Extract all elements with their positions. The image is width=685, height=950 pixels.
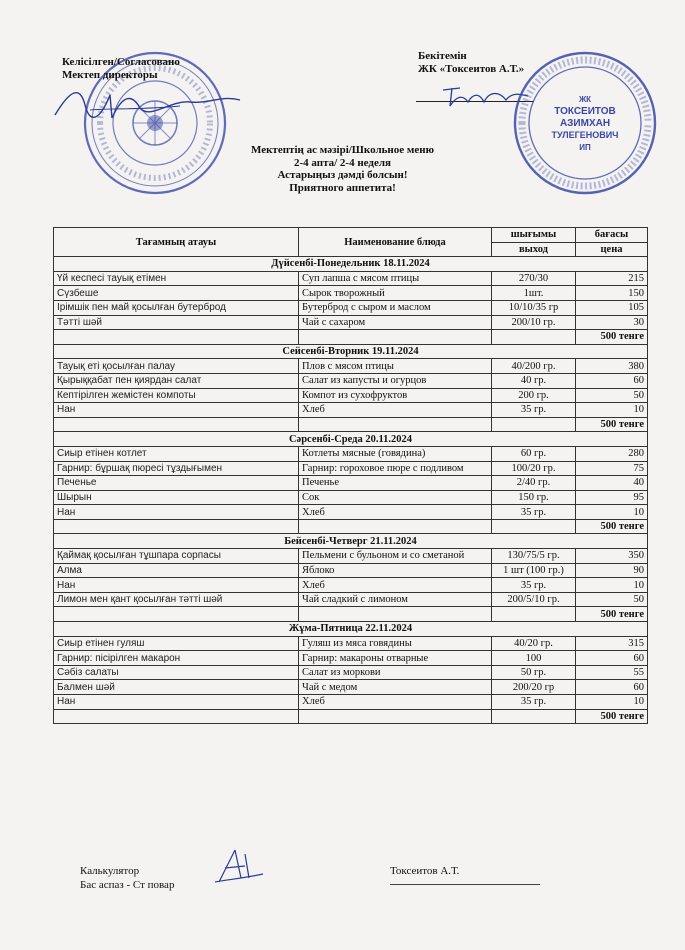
day-total-row (54, 330, 648, 345)
header-yield-ru: выход (492, 242, 576, 257)
table-row (54, 300, 648, 315)
dish-price: 315 (576, 636, 648, 651)
table-row (54, 359, 648, 374)
dish-name-kz: Алма (54, 563, 299, 578)
table-row (54, 286, 648, 301)
dish-yield: 200/5/10 гр. (492, 592, 576, 607)
empty-cell (299, 709, 492, 724)
header-price-ru: цена (576, 242, 648, 257)
dish-yield: 35 гр. (492, 403, 576, 418)
dish-price: 55 (576, 665, 648, 680)
dish-name-kz: Нан (54, 578, 299, 593)
approved-block (418, 50, 524, 76)
dish-price: 10 (576, 505, 648, 520)
dish-name-ru: Суп лапша с мясом птицы (299, 271, 492, 286)
dish-yield: 60 гр. (492, 446, 576, 461)
dish-yield: 1шт. (492, 286, 576, 301)
stamp-line-5: ИП (579, 143, 591, 152)
table-row (54, 549, 648, 564)
dish-name-ru: Гарнир: макароны отварные (299, 651, 492, 666)
dish-price: 60 (576, 373, 648, 388)
dish-price: 150 (576, 286, 648, 301)
table-row (54, 388, 648, 403)
header-name-ru: Наименование блюда (299, 228, 492, 257)
dish-name-ru: Пельмени с бульоном и со сметаной (299, 549, 492, 564)
agreed-label: Келісілген/Согласовано (62, 56, 180, 68)
agreed-block (62, 56, 180, 82)
day-title: Бейсенбі-Четверг 21.11.2024 (54, 534, 648, 549)
menu-table (53, 227, 648, 724)
day-total: 500 тенге (576, 519, 648, 534)
day-total: 500 тенге (576, 417, 648, 432)
menu-greeting-ru: Приятного аппетита! (289, 181, 396, 194)
dish-yield: 35 гр. (492, 578, 576, 593)
dish-yield: 10/10/35 гр (492, 300, 576, 315)
dish-name-kz: Тәтті шәй (54, 315, 299, 330)
day-total-row (54, 709, 648, 724)
dish-price: 40 (576, 476, 648, 491)
dish-yield: 35 гр. (492, 695, 576, 710)
empty-cell (54, 330, 299, 345)
day-total-row (54, 519, 648, 534)
dish-yield: 100/20 гр. (492, 461, 576, 476)
stamp-line-4: ТУЛЕГЕНОВИЧ (551, 130, 619, 140)
table-row (54, 461, 648, 476)
dish-name-ru: Хлеб (299, 403, 492, 418)
footer-signature-line (390, 884, 540, 885)
dish-name-kz: Сиыр етінен котлет (54, 446, 299, 461)
dish-name-kz: Балмен шәй (54, 680, 299, 695)
table-row (54, 695, 648, 710)
dish-price: 60 (576, 651, 648, 666)
dish-yield: 270/30 (492, 271, 576, 286)
dish-yield: 2/40 гр. (492, 476, 576, 491)
dish-price: 95 (576, 490, 648, 505)
empty-cell (54, 709, 299, 724)
dish-name-ru: Гуляш из мяса говядины (299, 636, 492, 651)
day-header-row (54, 622, 648, 637)
dish-name-ru: Хлеб (299, 578, 492, 593)
table-row (54, 505, 648, 520)
dish-name-kz: Ірімшік пен май қосылған бутерброд (54, 300, 299, 315)
empty-cell (299, 417, 492, 432)
stamp-line-2: ТОКСЕИТОВ (554, 106, 616, 117)
entrepreneur-seal-stamp (510, 48, 660, 198)
table-row (54, 403, 648, 418)
day-total-row (54, 417, 648, 432)
chef-signature (205, 848, 265, 886)
dish-name-ru: Гарнир: гороховое пюре с подливом (299, 461, 492, 476)
dish-name-ru: Чай с сахаром (299, 315, 492, 330)
dish-yield: 100 (492, 651, 576, 666)
dish-name-kz: Қаймақ қосылған тұшпара сорпасы (54, 549, 299, 564)
dish-name-kz: Қырыққабат пен қиярдан салат (54, 373, 299, 388)
dish-name-kz: Шырын (54, 490, 299, 505)
empty-cell (492, 607, 576, 622)
dish-name-kz: Тауық еті қосылған палау (54, 359, 299, 374)
dish-name-ru: Бутерброд с сыром и маслом (299, 300, 492, 315)
dish-name-ru: Чай с медом (299, 680, 492, 695)
table-row (54, 373, 648, 388)
table-row (54, 476, 648, 491)
footer-left (80, 864, 174, 892)
stamp-line-1: ЖК (578, 95, 592, 104)
dish-name-ru: Печенье (299, 476, 492, 491)
dish-name-kz: Сиыр етінен гуляш (54, 636, 299, 651)
header-price-kz: бағасы (576, 228, 648, 243)
dish-yield: 150 гр. (492, 490, 576, 505)
dish-name-kz: Гарнир: пісірілген макарон (54, 651, 299, 666)
day-total: 500 тенге (576, 330, 648, 345)
dish-yield: 35 гр. (492, 505, 576, 520)
menu-greeting-kz: Астарыңыз дәмді болсын! (277, 169, 408, 181)
empty-cell (299, 519, 492, 534)
dish-name-kz: Кептірілген жемістен компоты (54, 388, 299, 403)
director-signature (50, 80, 250, 125)
dish-yield: 40 гр. (492, 373, 576, 388)
empty-cell (299, 607, 492, 622)
approved-label: Бекітемін (418, 50, 467, 62)
dish-name-kz: Гарнир: бұршақ пюресі тұздығымен (54, 461, 299, 476)
header-name-kz: Тағамның атауы (54, 228, 299, 257)
dish-yield: 130/75/5 гр. (492, 549, 576, 564)
day-header-row (54, 534, 648, 549)
dish-name-kz: Нан (54, 695, 299, 710)
dish-name-ru: Яблоко (299, 563, 492, 578)
table-row (54, 592, 648, 607)
dish-name-ru: Салат из моркови (299, 665, 492, 680)
calculator-label: Калькулятор (80, 865, 140, 877)
table-row (54, 651, 648, 666)
day-title: Жұма-Пятница 22.11.2024 (54, 622, 648, 637)
table-row (54, 636, 648, 651)
day-header-row (54, 432, 648, 447)
dish-name-kz: Нан (54, 505, 299, 520)
dish-price: 75 (576, 461, 648, 476)
dish-name-ru: Компот из сухофруктов (299, 388, 492, 403)
dish-name-kz: Сүзбеше (54, 286, 299, 301)
menu-title: Мектептің ас мәзірі/Школьное меню (250, 144, 435, 156)
chef-label: Бас аспаз - Ст повар (80, 879, 175, 891)
dish-price: 50 (576, 592, 648, 607)
empty-cell (54, 607, 299, 622)
dish-name-ru: Котлеты мясные (говядина) (299, 446, 492, 461)
dish-price: 280 (576, 446, 648, 461)
dish-yield: 200 гр. (492, 388, 576, 403)
table-row (54, 665, 648, 680)
dish-yield: 200/20 гр (492, 680, 576, 695)
dish-price: 350 (576, 549, 648, 564)
day-total-row (54, 607, 648, 622)
day-total: 500 тенге (576, 607, 648, 622)
dish-yield: 40/20 гр. (492, 636, 576, 651)
dish-yield: 40/200 гр. (492, 359, 576, 374)
menu-week: 2-4 апта/ 2-4 неделя (293, 156, 391, 169)
table-row (54, 271, 648, 286)
footer-right (390, 864, 459, 878)
dish-name-ru: Чай сладкий с лимоном (299, 592, 492, 607)
dish-name-ru: Салат из капусты и огурцов (299, 373, 492, 388)
dish-price: 10 (576, 403, 648, 418)
dish-price: 90 (576, 563, 648, 578)
dish-name-ru: Хлеб (299, 505, 492, 520)
table-row (54, 490, 648, 505)
stamp-line-3: АЗИМХАН (559, 118, 611, 129)
empty-cell (492, 330, 576, 345)
header-yield-kz: шығымы (492, 228, 576, 243)
menu-title-block (160, 144, 525, 194)
footer-signer-name: Токсеитов А.Т. (390, 865, 460, 877)
entrepreneur-name: ЖК «Токсеитов А.Т.» (418, 63, 525, 75)
dish-yield: 50 гр. (492, 665, 576, 680)
empty-cell (492, 519, 576, 534)
table-row (54, 680, 648, 695)
dish-name-ru: Сырок творожный (299, 286, 492, 301)
empty-cell (54, 519, 299, 534)
school-director-label: Мектеп директоры (62, 69, 158, 81)
dish-price: 10 (576, 695, 648, 710)
day-title: Сәрсенбі-Среда 20.11.2024 (54, 432, 648, 447)
dish-name-kz: Үй кеспесі тауық етімен (54, 271, 299, 286)
menu-table-body (54, 257, 648, 724)
dish-name-ru: Хлеб (299, 695, 492, 710)
table-row (54, 578, 648, 593)
empty-cell (492, 709, 576, 724)
empty-cell (492, 417, 576, 432)
day-header-row (54, 344, 648, 359)
table-row (54, 563, 648, 578)
dish-price: 60 (576, 680, 648, 695)
table-row (54, 446, 648, 461)
dish-price: 10 (576, 578, 648, 593)
day-title: Сейсенбі-Вторник 19.11.2024 (54, 344, 648, 359)
dish-yield: 200/10 гр. (492, 315, 576, 330)
dish-yield: 1 шт (100 гр.) (492, 563, 576, 578)
dish-price: 30 (576, 315, 648, 330)
table-row (54, 315, 648, 330)
dish-price: 50 (576, 388, 648, 403)
dish-price: 380 (576, 359, 648, 374)
dish-name-kz: Печенье (54, 476, 299, 491)
dish-name-kz: Сәбіз салаты (54, 665, 299, 680)
dish-name-kz: Лимон мен қант қосылған тәтті шәй (54, 592, 299, 607)
day-header-row (54, 257, 648, 272)
day-title: Дүйсенбі-Понедельник 18.11.2024 (54, 257, 648, 272)
dish-name-ru: Сок (299, 490, 492, 505)
dish-price: 215 (576, 271, 648, 286)
dish-name-ru: Плов с мясом птицы (299, 359, 492, 374)
empty-cell (299, 330, 492, 345)
day-total: 500 тенге (576, 709, 648, 724)
dish-name-kz: Нан (54, 403, 299, 418)
dish-price: 105 (576, 300, 648, 315)
empty-cell (54, 417, 299, 432)
